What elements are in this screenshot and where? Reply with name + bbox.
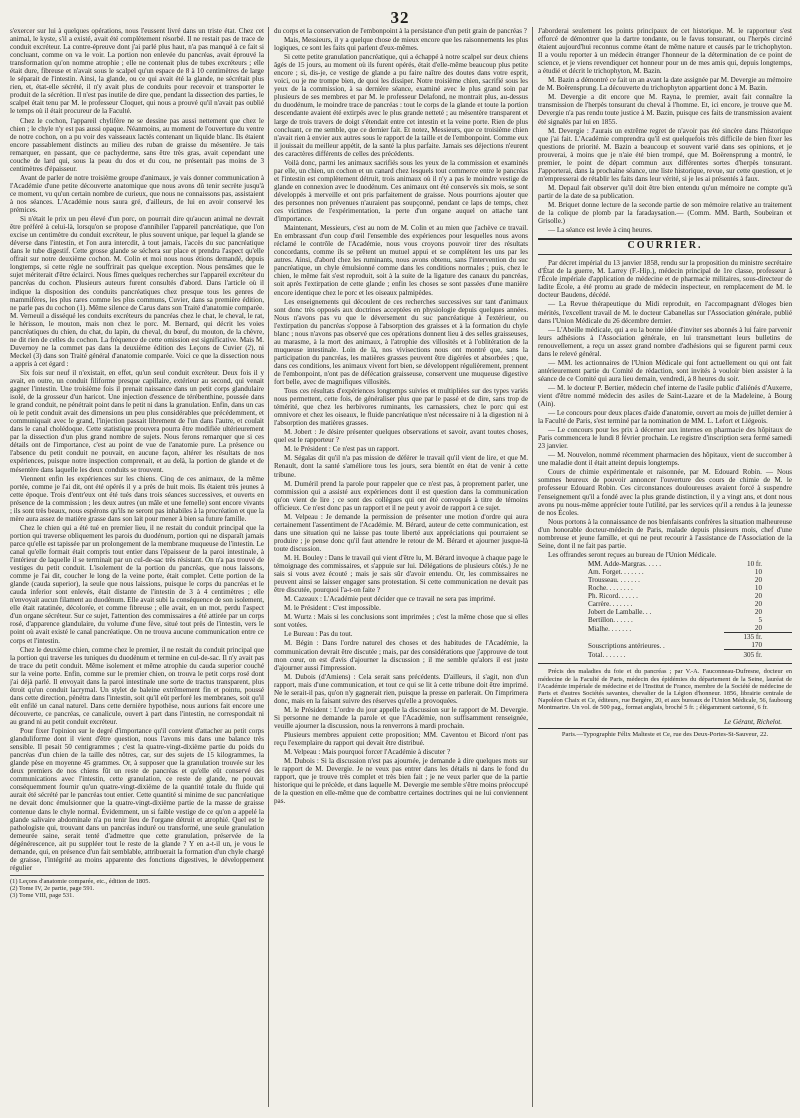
paragraph: Mais, Messieurs, il y a quelque chose de mieux encore que les raisonnements les plus logiques, ce sont les faits qui parlent d'eux-mêmes.: [274, 36, 528, 53]
subscriber-name: Jobert de Lamballe. . .: [588, 608, 652, 617]
speaker-paragraph: M. Cazeaux : L'Académie peut décider que ce travail ne sera pas imprimé.: [284, 595, 496, 604]
speaker-paragraph: M. Jobert : Je désire présenter quelques observations et savoir, avant toutes choses, quel est le rapporteur ?: [274, 428, 528, 445]
subscriber-name: Carrère. . . . . . .: [588, 600, 633, 609]
subscription-row: [538, 576, 792, 584]
previous-row: [538, 641, 792, 650]
subscriber-name: MM. Adde-Margras. . . . .: [588, 559, 661, 568]
subtotal-row: [538, 633, 792, 642]
paragraph: Les enseignements qui découlent de ces recherches successives sur tant d'animaux sont donc très opposés aux doctrines acceptées en physiologie depuis quelques années. Nous n'avons pas vu que le déversement du suc pancréatique à l'extérieur, ou l'extirpation du pancréas s'oppose à l'absorption des graisses et à la formation du chyle blanc ; nous n'avons pas observé que ces opérations donnent lieu à des selles graisseuses, au marasme, à la mort des animaux, à l'atrophie des villosités et à l'oblitération de la muqueuse intestinale. Loin de là, nos vivisections nous ont montré que, sans la participation du pancréas, les matières grasses peuvent être digérées et absorbées ; que, dans ces conditions, les animaux vivent fort bien, se développent régulièrement, prennent de l'embonpoint, n'ont pas de défécation graisseuse, conservent une muqueuse digestive fort belle, avec de magnifiques villosités.: [274, 297, 528, 387]
news-item: — MM. les actionnaires de l'Union Médicale qui font actuellement ou qui ont fait antérieurement partie du Comité de rédaction, sont invités à vouloir bien assister à la séance de ce Comité qui aura lieu demain, vendredi, à 8 heures du soir.: [538, 358, 792, 383]
paragraph: M. Briquet donne lecture de la seconde partie de son mémoire relative au traitement de la colique de plomb par la faradaysation.— (Comm. MM. Barth, Soubeiran et Grisolle.): [538, 200, 792, 226]
column-right: [538, 27, 792, 1095]
column-middle: [274, 27, 528, 1095]
speaker-paragraph: M. le Président : L'ordre du jour appelle la discussion sur le rapport de M. Devergie. Si personne ne demande la parole et que l'Académie, non suffisamment renseignée, veuille ajourner la discussion, nous la renverrons à mardi prochain.: [274, 705, 528, 730]
subscription-amount: 20: [754, 624, 762, 633]
speaker-paragraph: M. Bégin : Dans l'ordre naturel des choses et des habitudes de l'Académie, la communication devrait être discutée ; mais, par des considérations que j'approuve de tout mon cœur, on est d'avis d'ajourner la discussion ; il me semble qu'alors il est juste d'ajourner aussi l'impression.: [274, 639, 528, 672]
column-divider: [532, 27, 533, 1107]
subtotal-amount: 135 fr.: [724, 633, 792, 642]
footnotes: [10, 875, 264, 900]
subscription-row: [538, 600, 792, 608]
footnote: (1) Leçons d'anatomie comparée, etc., édition de 1805.: [10, 877, 151, 885]
book-notice: Précis des maladies du foie et du pancréas ; par V.-A. Fauconneau-Dufresne, docteur en médecine de la Faculté de Paris, médecin des épidémies du département de la Seine, lauréat de l'Académie impériale de médecine et de l'Institut de France, membre de la Société de médecine de Paris et d'autres Sociétés savantes, chevalier de la Légion d'honneur. 1856, librairie centrale de Napoléon Chaix et Ce, éditeurs, rue Bergère, 20, et aux bureaux de l'Union Médicale, 56, faubourg Montmartre. Un vol. de 500 pag., format anglais, broché 5 fr. ; élégamment cartonné, 6 fr.: [538, 668, 792, 712]
subscription-row: [538, 584, 792, 592]
subscription-amount: 20: [754, 600, 762, 609]
subscriber-name: Mialhe. . . . . . .: [588, 624, 632, 633]
paragraph: s'exercer sur lui à quelques opérations, nous l'eussent livré dans un triste état. Chez cet animal, le kyste, s'il a existé, avait été complètement résorbé. Il ne restait pas de trace de conduit excréteur. La contre-épreuve dont j'ai parlé plus haut, n'a pas manqué à ce fait si concluant, comme on va le voir. La portion non enlevée du pancréas, avait éprouvé la transformation qu'on nomme atrophie ; elle ne contenait plus de tubes excréteurs ; elle était dure, fibreuse et n'avait sous le scalpel qu'un espace de 8 à 10 centimètres de large le séparait de l'intestin. Ainsi, la glande, ou ce qui avait été la glande, ne sécrétait plus rien, et, état-elle sécrété, il n'y avait plus de conduits pour recevoir et transporter le produit de la sécrétion. Il n'est pas inutile de dire que, pendant la dissection des parties, le scalpel était tenu par M. le professeur Cloquet, qui nous a prouvé qu'il n'avait pas oublié le temps où il était procureur de la Faculté.: [10, 27, 264, 116]
subscriber-name: Ph. Ricord. . . . . .: [588, 592, 638, 601]
section-rule: [538, 254, 792, 255]
subscription-amount: 20: [754, 608, 762, 617]
news-item: Par décret impérial du 13 janvier 1858, rendu sur la proposition du ministre secrétaire d'État de la guerre, M. Larrey (F.-Hip.), médecin principal de 1re classe, professeur à l'École impériale d'application de médecine et de pharmacie militaires, sous-directeur de ladite École, a été promu au grade de médecin inspecteur, en remplacement de M. le docteur Baudens, décédé.: [538, 259, 792, 300]
paragraph: Chez le chien qui a été tué en premier lieu, il ne restait du conduit principal que la portion qui traverse obliquement les parois du duodénum, portion qui ne disparaît jamais parce qu'elle est tapissée par un prolongement de la membrane muqueuse de l'intestin. Le canal qu'elle formait était compris tout entier dans l'épaisseur de la paroi intestinale, à l'intérieur de laquelle il se terminait par un cul-de-sac très résistant. On n'a pas trouvé de vestiges du petit conduit. L'isolement de la portion du pancréas, que nous laissons, comme je l'ai dit, coucher le long de la veine porte, était complet. Cette portion de la glande (cauda superior), la seule que nous laissions, puisque le corps du pancréas et le cauda inferior sont enlevés, était distante de l'intestin de 3 à 4 centimètres ; elle n'envoyait aucun filament au duodénum. Elle avait subi la conséquence de son isolement, elle était ratatinée, décolorée, et comme fibreuse ; elle avait, en un mot, perdu l'aspect d'un organe sécréteur. Sur ce sujet, l'attention des commissaires a été attirée par un corps rosé, d'apparence glandulaire, du volume d'une fève, situé tout près de l'intestin, vers le point où avait existé le canal pancréatique. On ne trouva aucune communication entre ce corps et l'intestin.: [10, 523, 264, 645]
page-number: 32: [390, 8, 410, 27]
paragraph: M. Devergie : J'aurais un extrême regret de n'avoir pas été sincère dans l'historique que j'ai fait. L'Académie comprendra qu'il est quelquefois très difficile de bien fixer les questions de priorité. M. Bazin a beaucoup et souvent varié dans ses opinions, et je prouverai, à moins que je n'aie été bien trompé, que M. Boërensprung a montré, le premier, le point de départ commun aux différentes sortes d'herpès tonsurant. J'apporterai, dans la prochaine séance, une liste historique, revue, sur cette question, et je m'empresserai de rétablir les faits dans leur vérité, si je les ai présentés à faux.: [538, 126, 792, 183]
section-title: COURRIER.: [627, 240, 703, 252]
subscription-row: [538, 616, 792, 624]
subscription-amount: 10 fr.: [747, 559, 762, 568]
speaker-paragraph: M. le Président : C'est impossible.: [284, 604, 381, 613]
previous-amount: 170: [751, 641, 762, 650]
paragraph: Si cette petite granulation pancréatique, qui a échappé à notre scalpel sur deux chiens âgés de 15 jours, au moment où ils furent opérés, était d'elle-même beaucoup plus petite encore ; si, dis-je, ce vestige de glande a pu faire naître des doutes dans votre esprit, voici, ou je me trompe bien, de quoi les dissiper. Notre troisième chien, sacrifié sous les yeux de la commission, à sa dernière séance, examiné avec le plus grand soin par plusieurs de ses membres et par M. le professeur Delafond, ne montrait plus, au-dessus du duodénum, le moindre trace de pancréas : tout le corps de la glande et toute la portion descendante avaient été extirpés avec le plus grande netteté ; au mésentère transparent et large de trois travers de doigt s'étendait entre cet intestin et la veine porte. Rien de plus concluant, ce me semble, que ce dernier fait. Et notez, Messieurs, que ce troisième chien n'avait rien à envier aux autres sous le rapport de la taille et de l'embonpoint. Comme eux il jouissait du meilleur appétit, de la santé la plus parfaite. Jamais ses déjections n'eurent des caractères différents de celles des précédents.: [274, 53, 528, 158]
paragraph: M. Depaul fait observer qu'il doit être bien entendu qu'un mémoire ne compte qu'à partir de la date de sa publication.: [538, 183, 792, 200]
subscription-amount: 5: [758, 616, 762, 625]
speaker-paragraph: M. Ségalas dit qu'il n'a pas mission de déférer le travail qu'il vient de lire, et que M. Renault, dont la santé s'améliore tous les jours, sera bientôt en état de venir à cette tribune.: [274, 454, 528, 479]
total-amount: 305 fr.: [724, 650, 792, 660]
paragraph: Plusieurs membres appuient cette proposition; MM. Caventou et Bicord n'ont pas reçu l'exemplaire du rapport qui devait être distribué.: [274, 730, 528, 748]
subscription-amount: 10: [754, 567, 762, 576]
news-item: — Le concours pour deux places d'aide d'anatomie, ouvert au mois de juillet dernier à la Faculté de Paris, s'est terminé par la nomination de MM. L. Lefort et Liégeois.: [538, 409, 792, 426]
paragraph: Avant de parler de notre troisième groupe d'animaux, je vais donner communication à l'Académie d'une petite découverte anatomique que nous avons dû tenir secrète jusqu'à ce moment, vu qu'un certain nombre de curieux, que nous ne connaissons pas, assistaient à nos séances. L'Académie nous saura gré, d'ailleurs, de lui en avoir conservé les prémices.: [10, 173, 264, 215]
paragraph: M. Bazin a démontré ce fait un an avant la date assignée par M. Devergie au mémoire de M. Boërensprung. La découverte du trichophyton appartient donc à M. Bazin.: [538, 76, 792, 93]
paragraph: Chez le deuxième chien, comme chez le premier, il ne restait du conduit principal que la portion qui traverse les tuniques du duodénum et termine en cul-de-sac. Il n'y avait pas de trace du petit conduit. Même isolement et même atrophie du cauda superior couché sur la veine porte. Enfin, comme sur le premier chien, on trouva le petit corps rosé dont j'ai déjà parlé. Il envoyait dans la paroi intestinale une sorte de tractus transparent, plus étroit qu'un conduit lacrymal. Un stylet de baleine extrêmement fin et pointu, poussé dans cette direction, pénétra dans l'intestin, soit qu'il eût perforé les membranes, soit qu'il eût enfilé un canal naturel. Dans cette dernière hypothèse, nous aurions fait encore une découverte, ce pancréas, ce canalicule, ouvert à part dans l'intestin, ne correspondait ni au grand ni au petit conduit excréteur.: [10, 645, 264, 726]
previous-label: Souscriptions antérieures. .: [588, 641, 665, 650]
paragraph: M. Devergie a dit encore que M. Rayna, le premier, avait fait connaître la transmission de l'herpès tonsurant du cheval à l'homme. Et, ici encore, je trouve que M. Devergie n'a pas rendu toute justice à M. Bazin, puisque ces faits de transmission avaient été signalés par lui en 1855.: [538, 93, 792, 126]
column-divider: [268, 27, 269, 1107]
news-item: — La Revue thérapeutique du Midi reproduit, en l'accompagnant d'éloges bien mérités, l'excellent travail de M. le docteur Cabanellas sur l'Association générale, publié dans l'Union Médicale du 26 décembre dernier.: [538, 300, 792, 325]
paragraph: Pour fixer l'opinion sur le degré d'importance qu'il convient d'attacher au petit corps glanduliforme dont il vient d'être question, nous l'avons mis dans une balance très sensible. Il pesait 50 centigrammes ; c'est la quatre-vingt-dixième partie du poids du pancréas d'un chien de la taille des nôtres, car, sur des sujets de 15 kilogrammes, la glande pèse en moyenne 45 grammes. Or, à supposer que la granulation trouvée sur les deux premiers de nos chiens fût un reste de pancréas et qu'elle eût conservé des communications avec l'intestin, cette granulation, ce reste de glande, ne pouvait conséquemment fournir qu'un quatre-vingt-dixième de la quantité totale du fluide qui aurait été sécrété par le pancréas tout entier. Cette quantité si minime de suc pancréatique ne devait donc émulsionner que la quatre-vingt-dixième partie de la masse de graisse contenue dans le chyle normal. Évidemment, un si faible vestige de ce qu'on a appelé la glande salivaire abdominale n'a pu tenir lieu de l'organe détruit et atrophié. Quel est le pathologiste qui, trouvant dans un pancréas induré ou transformé, une seule granulation demeurée saine, serait tenté d'admettre que cette granulation, préservée de la dégénérescence, ait pu suppléer tout le reste de la glande ? Y en a-t-il un, je vous le demande, qui, en présence d'un fait semblable, attribuerait la formation d'un chyle chargé de graisse, l'intégrité au moins apparente des fonctions digestives, le développement régulier: [10, 727, 264, 872]
subscription-row: [538, 568, 792, 576]
speaker-paragraph: M. H. Bouley : Dans le travail qui vient d'être lu, M. Bérard invoque à chaque page le témoignage des commissaires, et s'appuie sur lui. Délégations de plusieurs côtés.) Je ne sais si vous avez écouté ; mais je sais sûr d'avoir entendu. Or, les commissaires ne peuvent ainsi se laisser engager sans protestation. Si cette communication ne devait pas être discutée, pourquoi l'a-t-on faite ?: [274, 554, 528, 595]
news-item: — L'Abeille médicale, qui a eu la bonne idée d'inviter ses abonnés à lui faire parvenir leurs adhésions à l'Association générale, en lui transmettant leurs bulletins de renouvellement, a reçu un assez grand nombre d'adhésions qui se figurent parmi ceux dans le relevé général.: [538, 325, 792, 358]
section-rule: [538, 728, 792, 729]
subscriber-name: Trousseau. . . . . . .: [588, 576, 640, 584]
total-row: [538, 650, 792, 660]
speaker-paragraph: M. Duméril prend la parole pour rappeler que ce n'est pas, à proprement parler, une commission qui a assisté aux expériences dont il est question dans la communication qu'on vient de lire ; ce sont des collègues qui ont été convoqués à titre de témoins officieux. Ce n'est donc pas un rapport et il ne peut y avoir de rapport à ce sujet.: [274, 479, 528, 512]
speaker-paragraph: M. le Président : Ce n'est pas un rapport.: [284, 445, 400, 454]
subscription-row: [538, 560, 792, 568]
paragraph: Viennent enfin les expériences sur les chiens. Cinq de ces animaux, de la même portée, comme je l'ai dit, ont été opérés il y a près de huit mois. Ils étaient très jeunes à cette époque. Trois d'entr'eux ont été tués dans trois séances successives, et ouverts en présence de la commission ; les deux autres (un mâle et une femelle) sont encore vivants ; ils sont très beaux, nous espérons qu'ils ne seront pas inhabiles à la procréation et que la mère aura assez de matière grasse dans son lait pour mener à bien sa future famille.: [10, 474, 264, 523]
speaker-paragraph: Le Bureau : Pas du tout.: [284, 630, 353, 639]
paragraph: Si n'était le prix un peu élevé d'un porc, on pourrait dire qu'aucun animal ne devrait être préféré à celui-là, lorsqu'on se propose d'annihiler l'appareil pancréatique, que l'on excise un centimètre du conduit excréteur, le plus souvent unique, par lequel la glande se déverse dans l'intestin, et l'on aura intercdit, à tout jamais, l'accès du suc pancréatique dans le tube digestif. Cette grosse glande se séchera sur place et prendra l'aspect qu'elle offrait sur notre deuxième cochon. M. Colin et moi nous nous étions demandé, depuis longtemps, si cette règle ne souffrirait pas quelque exception. Nous pensâmes que le sujet mériterait d'être éclairci. Nous fîmes quelques recherches sur l'appareil excréteur du pancréas du cochon. Plusieurs auteurs furent consultés d'abord. Dans l'article où il indique la disposition des conduits pancréatiques chez presque tous les genres de mammifères, les plus rares comme les plus communs, Cuvier, dans sa première édition, ne parle pas du cochon (1). Même silence de Carus dans son Traité d'anatomie comparée. M. Verneuil a disséqué les conduits excréteurs du pancréas chez le chat, le cheval, le rat, le hérisson, le mouton, mais non chez le porc. M. Bernard, qui décrit les voies pancréatiques du chien, du chat, du lapin, du cheval, du bœuf, du mouton, de la chèvre, ne dit rien de celles du cochon. La fréquence de cette omission est significative. Mais M. Duvernoy ne la commet pas dans la deuxième édition des Leçons de Cuvier (2), ni Meckel (3) dans son Traité général d'anatomie comparée. Voici ce que la dissection nous a appris à cet égard :: [10, 215, 264, 368]
subscriber-name: Roche. . . . . . . .: [588, 584, 633, 593]
paragraph: Six fois sur neuf il n'existait, en effet, qu'un seul conduit excréteur. Deux fois il y avait, en outre, un conduit filiforme presque capillaire, extérieur au second, qui venait gagner l'intestin. Une troisième fois il prenait naissance dans un petit corps glandulaire isolé, de la grosseur d'un haricot. Une injection d'essence de térébenthine, poussée dans le grand conduit, ne pénétrait point dans le petit ni dans la granulation. Enfin, dans un cas où le petit conduit avait des dimensions un peu plus considérables que précédemment, et communiquait avec le grand, l'injection passait librement de l'un dans l'autre, et coulait dans le canal cholédoque. Cette statistique prouvera pourra être modifiée ultérieurement par la dissection d'un plus grand nombre de sujets. Nous ferons remarquer que si ces détails ont de l'importance, c'est au point de vue de l'anatomie pure. La présence ou l'absence du petit conduit ne pouvait, en aucune façon, altérer les résultats de nos expériences, puisque notre inspection comprenait, et au delà, la portion de glande et de mésentère dans laquelle les deux conduits se trouvent.: [10, 368, 264, 474]
total-label: Total. . . . . . .: [588, 651, 626, 660]
paragraph: Voilà donc, parmi les animaux sacrifiés sous les yeux de la commission et examinés par elle, un chien, un cochon et un canard chez lesquels tout commerce entre le pancréas et l'intestin est complètement détruit, trois animaux où il n'y a pas le moindre vestige de glande en connexion avec le duodénum. Ces animaux ont été conservés six mois, se sont développés à merveille et ont pris parfaitement de graisse. Nous pourrions ajouter que des personnes non prévenues n'auraient pas soupçonné, pendant ce laps de temps, chez ces victimes de l'expérimentation, la perte d'un organe auquel on attache tant d'importance.: [274, 158, 528, 224]
news-item: — Le concours pour les prix à décerner aux internes en pharmacie des hôpitaux de Paris commencera le lundi 8 février prochain. Le registre d'inscription sera fermé samedi 23 janvier.: [538, 426, 792, 451]
speaker-paragraph: M. Wurtz : Mais si les conclusions sont imprimées ; c'est la même chose que si elles sont votées.: [274, 613, 528, 630]
speaker-paragraph: M. Velpeau : Mais pourquoi forcer l'Académie à discuter ?: [284, 748, 451, 757]
subscriber-name: Bertillon. . . . . .: [588, 616, 633, 625]
subscription-row: [538, 592, 792, 600]
subscription-amount: 20: [754, 576, 762, 584]
paragraph: Maintenant, Messieurs, c'est au nom de M. Colin et au mien que j'achève ce travail. En embrassant d'un coup d'œil l'ensemble des expériences pour lesquelles nous avons réclamé le contrôle de l'Académie, nous vous croyons pouvoir tirer des résultats concordants, comme ils se prêtent un mutuel appui et se complètent les uns par les autres. Ainsi, d'abord chez les ruminants, nous avons obtenu, sans l'intervention du suc pancréatique, un chyle émulsionné comme dans les conditions normales ; puis, chez le chien, le même fait s'est reproduit, soit à la suite de la ligature des canaux du pancréas, soit après l'extirpation de cette glande ; enfin les choses se sont passées d'une manière encore identique chez le porc et les oiseaux palmipèdes.: [274, 224, 528, 297]
paragraph: J'aborderai seulement les points principaux de cet historique. M. le rapporteur s'est efforcé de démontrer que la dartre tondante, ou le favus tonsurant, ou l'herpès circiné étaient aujourd'hui reconnus comme étant de même nature et causés par le trichophyton. Il a voulu reporter à un médecin étranger l'honneur de la détermination de ce point de science, et je viens revendiquer cet honneur pour un de mes amis qui, depuis longtemps, a étudié et décrit le trichophyton, M. Bazin.: [538, 27, 792, 76]
paragraph: — La séance est levée à cinq heures.: [548, 226, 653, 235]
printer-imprint: Paris.—Typographie Félix Malteste et Ce, rue des Deux-Portes-St-Sauveur, 22.: [561, 730, 769, 738]
footnote: (3) Tome VIII, page 531.: [10, 892, 74, 900]
speaker-paragraph: M. Dubois (d'Amiens) : Cela serait sans précédents. D'ailleurs, il s'agit, non d'un rapport, mais d'une communication, et tout ce qui se lit à cette tribune doit être imprimé. Ne le serait-il pas, qu'on n'y gagnerait rien, puisque la presse en parlerait. On l'imprimera donc, mais en la faisant suivre des réserves qu'elle a provoquées.: [274, 672, 528, 705]
paragraph: du corps et la conservation de l'embonpoint à la persistance d'un petit grain de pancréas ?: [274, 27, 527, 35]
footnote: (2) Tome IV, 2e partie, page 591.: [10, 885, 95, 893]
news-item: — M. le docteur P. Bertier, médecin chef interne de l'asile public d'aliénés d'Auxerre, vient d'être nommé médecin des asiles de Saint-Lazare et de la Madeleine, à Bourg (Ain).: [538, 383, 792, 409]
subscription-row: [538, 624, 792, 633]
speaker-paragraph: M. Dubois : Si la discussion n'est pas ajournée, je demande à dire quelques mots sur le rapport de M. Devergie. Je ne veux pas entrer dans les détails ni dans le fond du rapport, que je trouve très complet et très bien fait ; je ne veux parler que de la partie historique qui le précède, et dans laquelle M. Devergie me semble s'être moins préoccupé de la question en elle-même que de combattre certaines doctrines qui ne lui conviennent pas.: [274, 757, 528, 806]
signature: Le Gérant, Richelot.: [724, 717, 782, 726]
subscription-list: [538, 560, 792, 660]
news-item: Cours de chimie expérimentale et raisonnée, par M. Edouard Robin. — Nous sommes heureux de pouvoir annoncer l'ouverture des cours de chimie de M. le professeur Edouard Robin. Ces circonstances douloureuses avaient forcé à suspendre l'enseignement qu'il a fondé avec la plus grande distinction, il y a vingt ans, et dont nous avons pu nous-même apprécier toute l'utilité, par les services qu'il a rendus à la jeunesse de nos Écoles.: [538, 468, 792, 517]
section-rule: [538, 663, 792, 664]
subscription-amount: 20: [754, 592, 762, 601]
paragraph: Chez le cochon, l'appareil chylifère ne se dessine pas aussi nettement que chez le chien ; le chyle n'y est pas aussi opaque. Néanmoins, au moment de l'ouverture du ventre de notre cochon, on a pu voir des vaisseaux lactés contenant un liquide blanc. Ils étaient encore passablement distincts au milieu des ruban de graisse du mésentère. Je tais remarquer, en passant, que ce pachyderme, sans être très gras, avait cependant une couche de lard qui, sous la peau du dos et du cou, ne présentait pas moins de 3 centimètres d'épaisseur.: [10, 116, 264, 173]
subscription-row: [538, 608, 792, 616]
paragraph: Tous ces résultats d'expériences longtemps suivies et multipliées sur des types variés nous permettent, cette fois, de généraliser plus que par le passé et de dire, sans trop de témérité, que chez les herbivores ruminants, les carnassiers, chez le porc qui est omnivore et chez les oiseaux, le fluide pancréatique n'est nécessaire ni à la digestion ni à l'absorption des matières grasses.: [274, 387, 528, 428]
subscription-amount: 10: [754, 584, 762, 593]
column-left: [10, 27, 264, 1095]
news-item: — M. Nouvelon, nommé récemment pharmacien des hôpitaux, vient de succomber à une maladie dont il était atteint depuis longtemps.: [538, 451, 792, 468]
speaker-paragraph: M. Velpeau : Je demande la permission de présenter une motion d'ordre qui aura certainement l'assentiment de l'Académie. M. Bérard, auteur de cette communication, est dans une situation qui ne laisse pas toute liberté aux appréciations qui pourraient se produire ; je pense donc qu'il faut attendre le retour de M. Bérard et ajourner jusque-là toute discussion.: [274, 512, 528, 553]
news-item: Les offrandes seront reçues au bureau de l'Union Médicale.: [548, 550, 717, 559]
subscriber-name: Am. Forget. . . . . . .: [588, 567, 644, 576]
news-item: Nous portons à la connaissance de nos bienfaisants confrères la situation malheureuse d'un honorable docteur-médecin de Paris, malade depuis plusieurs mois, chef d'une nombreuse et jeune famille, et qui ne peut recourir à l'assistance de l'Association de la Seine, dont il ne fait pas partie.: [538, 517, 792, 550]
